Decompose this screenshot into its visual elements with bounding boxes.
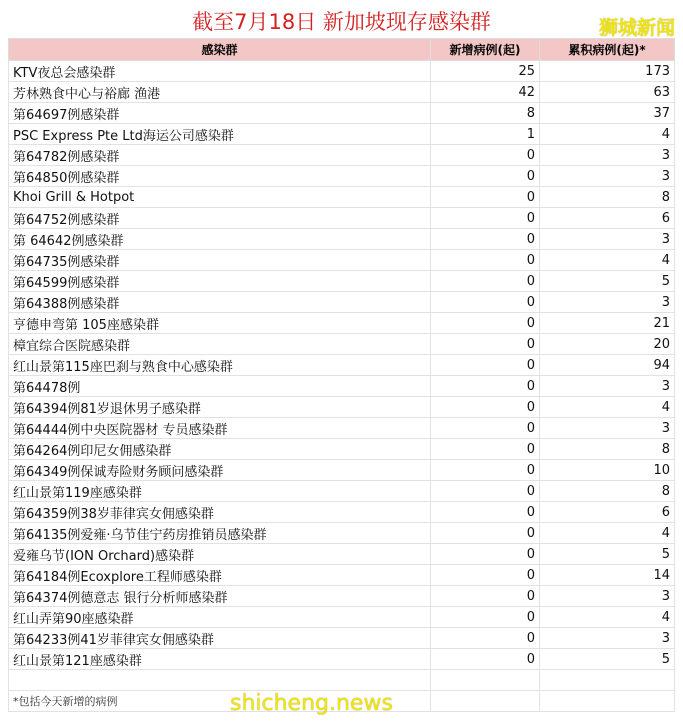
cluster-name: 第64735例感染群 [9, 250, 431, 271]
cluster-name: 红山景第121座感染群 [9, 649, 431, 670]
total-cases: 3 [540, 145, 675, 166]
cluster-name: 第64752例感染群 [9, 208, 431, 229]
table-row [9, 271, 675, 292]
new-cases: 0 [431, 418, 540, 439]
new-cases: 0 [431, 460, 540, 481]
new-cases: 0 [431, 250, 540, 271]
cluster-name: 第64349例保诚寿险财务顾问感染群 [9, 460, 431, 481]
table-row [9, 481, 675, 502]
total-cases: 3 [540, 628, 675, 649]
new-cases: 1 [431, 124, 540, 145]
total-cases: 10 [540, 460, 675, 481]
empty-cell [540, 691, 675, 712]
new-cases: 0 [431, 334, 540, 355]
cluster-name: 红山景第119座感染群 [9, 481, 431, 502]
cluster-name: 第64782例感染群 [9, 145, 431, 166]
header-new-cases: 新增病例(起) [431, 39, 540, 61]
cluster-name: 第64394例81岁退休男子感染群 [9, 397, 431, 418]
cluster-name: 爱雍乌节(ION Orchard)感染群 [9, 544, 431, 565]
new-cases: 0 [431, 271, 540, 292]
cluster-name: 第64850例感染群 [9, 166, 431, 187]
empty-cell [431, 691, 540, 712]
new-cases: 0 [431, 649, 540, 670]
total-cases: 3 [540, 229, 675, 250]
new-cases: 0 [431, 481, 540, 502]
empty-row [9, 670, 675, 691]
empty-cell [540, 670, 675, 691]
cluster-name: 第64599例感染群 [9, 271, 431, 292]
table-row [9, 565, 675, 586]
cluster-name: 第64184例Ecoxplore工程师感染群 [9, 565, 431, 586]
new-cases: 0 [431, 355, 540, 376]
total-cases: 5 [540, 649, 675, 670]
total-cases: 8 [540, 439, 675, 460]
page-title: 截至7月18日 新加坡现存感染群 [192, 10, 491, 34]
cluster-name: 第 64642例感染群 [9, 229, 431, 250]
table-row [9, 250, 675, 271]
table-row [9, 334, 675, 355]
total-cases: 20 [540, 334, 675, 355]
table-row [9, 376, 675, 397]
new-cases: 42 [431, 82, 540, 103]
cluster-name: 第64388例感染群 [9, 292, 431, 313]
cluster-name: KTV夜总会感染群 [9, 61, 431, 82]
new-cases: 0 [431, 565, 540, 586]
header-cluster: 感染群 [9, 39, 431, 61]
cluster-name: 亨德申弯第 105座感染群 [9, 313, 431, 334]
new-cases: 0 [431, 313, 540, 334]
table-header [9, 39, 675, 61]
new-cases: 0 [431, 145, 540, 166]
cluster-name: 第64444例中央医院器材 专员感染群 [9, 418, 431, 439]
total-cases: 5 [540, 271, 675, 292]
cluster-name: 樟宜综合医院感染群 [9, 334, 431, 355]
empty-cell [9, 670, 431, 691]
table-row [9, 124, 675, 145]
total-cases: 6 [540, 502, 675, 523]
table-row [9, 544, 675, 565]
total-cases: 21 [540, 313, 675, 334]
table-row [9, 187, 675, 208]
new-cases: 0 [431, 187, 540, 208]
cluster-name: 第64374例德意志 银行分析师感染群 [9, 586, 431, 607]
new-cases: 0 [431, 166, 540, 187]
total-cases: 5 [540, 544, 675, 565]
table-row [9, 586, 675, 607]
table-row [9, 145, 675, 166]
cluster-name: 第64359例38岁菲律宾女佣感染群 [9, 502, 431, 523]
total-cases: 8 [540, 481, 675, 502]
table-row [9, 628, 675, 649]
table-row [9, 292, 675, 313]
table-row [9, 439, 675, 460]
table-row [9, 103, 675, 124]
table-row [9, 460, 675, 481]
table-row [9, 208, 675, 229]
new-cases: 0 [431, 292, 540, 313]
cluster-name: Khoi Grill & Hotpot [9, 187, 431, 208]
total-cases: 63 [540, 82, 675, 103]
total-cases: 14 [540, 565, 675, 586]
new-cases: 0 [431, 376, 540, 397]
total-cases: 94 [540, 355, 675, 376]
new-cases: 8 [431, 103, 540, 124]
table-row [9, 649, 675, 670]
table-row [9, 313, 675, 334]
cluster-name: 芳林熟食中心与裕廊 渔港 [9, 82, 431, 103]
new-cases: 0 [431, 607, 540, 628]
cluster-name: 第64135例爱雍·乌节佳宁药房推销员感染群 [9, 523, 431, 544]
cluster-name: 红山弄第90座感染群 [9, 607, 431, 628]
cluster-name: PSC Express Pte Ltd海运公司感染群 [9, 124, 431, 145]
table-row [9, 61, 675, 82]
total-cases: 37 [540, 103, 675, 124]
total-cases: 4 [540, 607, 675, 628]
total-cases: 173 [540, 61, 675, 82]
total-cases: 3 [540, 166, 675, 187]
cluster-name: 第64478例 [9, 376, 431, 397]
table-row [9, 418, 675, 439]
cluster-name: 红山景第115座巴刹与熟食中心感染群 [9, 355, 431, 376]
new-cases: 0 [431, 208, 540, 229]
new-cases: 25 [431, 61, 540, 82]
table-row [9, 502, 675, 523]
total-cases: 3 [540, 418, 675, 439]
new-cases: 0 [431, 439, 540, 460]
total-cases: 4 [540, 124, 675, 145]
new-cases: 0 [431, 397, 540, 418]
total-cases: 4 [540, 397, 675, 418]
total-cases: 4 [540, 523, 675, 544]
table-row [9, 523, 675, 544]
empty-cell [431, 670, 540, 691]
new-cases: 0 [431, 502, 540, 523]
new-cases: 0 [431, 229, 540, 250]
new-cases: 0 [431, 544, 540, 565]
total-cases: 6 [540, 208, 675, 229]
total-cases: 4 [540, 250, 675, 271]
brand-logo: 狮城新闻 [598, 17, 675, 39]
table-row [9, 397, 675, 418]
total-cases: 3 [540, 376, 675, 397]
new-cases: 0 [431, 586, 540, 607]
cluster-name: 第64264例印尼女佣感染群 [9, 439, 431, 460]
table-row [9, 82, 675, 103]
new-cases: 0 [431, 628, 540, 649]
header-total-cases: 累积病例(起)* [540, 39, 675, 61]
total-cases: 8 [540, 187, 675, 208]
cluster-name: 第64697例感染群 [9, 103, 431, 124]
table-row [9, 355, 675, 376]
new-cases: 0 [431, 523, 540, 544]
table-row [9, 229, 675, 250]
cluster-table [8, 38, 675, 712]
footnote: *包括今天新增的病例 [9, 691, 431, 712]
table-row [9, 607, 675, 628]
cluster-name: 第64233例41岁菲律宾女佣感染群 [9, 628, 431, 649]
total-cases: 3 [540, 292, 675, 313]
watermark: shicheng.news [230, 691, 393, 716]
table-row [9, 166, 675, 187]
total-cases: 3 [540, 586, 675, 607]
